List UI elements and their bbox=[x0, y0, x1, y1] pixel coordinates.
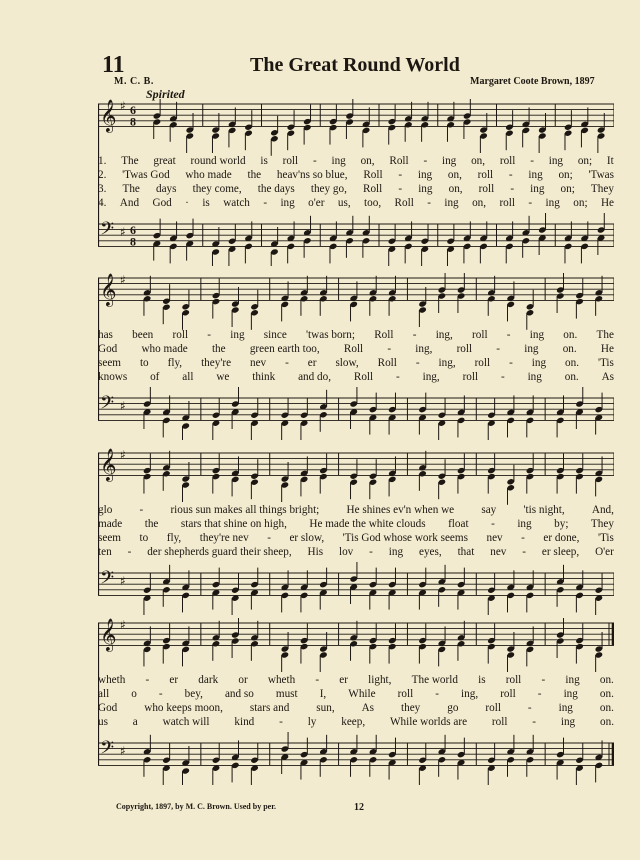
lyric-syllable: on, bbox=[471, 155, 486, 167]
lyric-syllable: ing bbox=[524, 343, 539, 355]
bass-clef-icon: 𝄢 bbox=[100, 393, 115, 418]
lyric-syllable: - bbox=[491, 518, 495, 530]
lyric-syllable: ten bbox=[98, 546, 112, 558]
lyrics-block bbox=[98, 673, 614, 729]
lyric-syllable: sun, bbox=[316, 702, 335, 714]
lyric-syllable: ly bbox=[307, 716, 317, 728]
lyric-syllable: 'Twas bbox=[588, 169, 614, 181]
music-system-4 bbox=[98, 615, 614, 785]
lyric-syllable: - bbox=[530, 155, 534, 167]
lyric-syllable: nev bbox=[490, 546, 507, 558]
lyric-line-verse-4 bbox=[98, 545, 614, 559]
lyric-syllable: While worlds are bbox=[390, 716, 468, 728]
lyric-syllable: on; bbox=[558, 169, 573, 181]
lyric-syllable: roll bbox=[478, 183, 495, 195]
lyric-line-verse-4 bbox=[98, 196, 614, 210]
lyric-syllable: stars that shine on high, bbox=[180, 518, 287, 530]
lyric-syllable: on. bbox=[562, 343, 577, 355]
lyric-syllable: The bbox=[122, 183, 140, 195]
lyric-syllable: seem bbox=[98, 357, 121, 369]
lyric-syllable: - bbox=[427, 197, 431, 209]
lyric-syllable: His bbox=[307, 546, 324, 558]
lyric-syllable: ing bbox=[517, 518, 532, 530]
lyric-syllable: to bbox=[139, 532, 149, 544]
lyric-syllable: - bbox=[312, 155, 317, 167]
lyric-syllable: roll bbox=[491, 716, 508, 728]
lyric-syllable: that bbox=[457, 546, 475, 558]
lyric-syllable: - bbox=[396, 371, 400, 383]
lyric-syllable: er bbox=[307, 357, 317, 369]
lyric-syllable: of bbox=[150, 371, 160, 383]
lyric-syllable: to bbox=[139, 357, 149, 369]
lyric-syllable: - bbox=[398, 183, 403, 195]
lyric-syllable: ing bbox=[565, 674, 580, 686]
lyric-syllable: round world bbox=[190, 155, 246, 167]
lyric-syllable: and so bbox=[224, 688, 254, 700]
lyric-syllable: roll bbox=[505, 674, 522, 686]
lyric-syllable: is bbox=[202, 197, 210, 209]
lyric-syllable: seem bbox=[98, 532, 121, 544]
lyric-syllable: on. bbox=[599, 688, 614, 700]
lyric-syllable: ing, bbox=[422, 371, 440, 383]
lyric-syllable: 'Tis bbox=[597, 532, 614, 544]
lyric-syllable: too, bbox=[364, 197, 382, 209]
lyric-syllable: O'er bbox=[595, 546, 614, 558]
lyric-syllable: been bbox=[132, 329, 154, 341]
lyric-syllable: think bbox=[252, 371, 276, 383]
lyric-syllable: - bbox=[423, 155, 428, 167]
lyric-syllable: a bbox=[132, 716, 138, 728]
lyric-syllable: ing bbox=[530, 183, 545, 195]
lyric-syllable: I, bbox=[319, 688, 327, 700]
lyric-syllable: - bbox=[522, 546, 527, 558]
time-signature-bottom: 8 bbox=[130, 234, 136, 249]
lyric-syllable: The world bbox=[411, 674, 458, 686]
time-signature-top: 6 bbox=[130, 223, 136, 237]
lyric-syllable: on. bbox=[600, 716, 614, 728]
lyric-syllable: - bbox=[521, 532, 525, 544]
lyric-syllable: ing bbox=[444, 197, 459, 209]
lyric-syllable: ing bbox=[560, 716, 576, 728]
lyric-syllable: fly, bbox=[167, 357, 183, 369]
lyric-syllable: Roll bbox=[377, 357, 397, 369]
lyric-syllable: float bbox=[448, 518, 469, 530]
lyric-syllable: roll bbox=[397, 688, 414, 700]
lyric-syllable: ing bbox=[388, 546, 404, 558]
sharp-icon: ♯ bbox=[120, 574, 126, 588]
lyric-syllable: glo bbox=[98, 504, 113, 516]
lyricist-credit: Margaret Coote Brown, 1897 bbox=[470, 76, 595, 87]
lyric-syllable: who made bbox=[185, 169, 232, 181]
lyric-syllable: - bbox=[415, 357, 420, 369]
lyric-syllable: Roll bbox=[343, 343, 364, 355]
lyric-syllable: They bbox=[590, 518, 614, 530]
sharp-icon: ♯ bbox=[120, 618, 126, 632]
lyric-syllable: who keeps moon, bbox=[144, 702, 223, 714]
lyric-syllable: ing, bbox=[435, 329, 453, 341]
lyric-syllable: on. bbox=[563, 329, 578, 341]
lyric-syllable: - bbox=[435, 688, 439, 700]
lyric-syllable: ing bbox=[528, 169, 543, 181]
lyric-syllable: ing, bbox=[415, 343, 433, 355]
lyric-syllable: rious sun makes all things bright; bbox=[170, 504, 320, 516]
lyric-syllable: has bbox=[98, 329, 113, 341]
lyric-syllable: They bbox=[590, 183, 614, 195]
treble-clef-icon: 𝄞 bbox=[100, 448, 117, 481]
lyric-syllable: say bbox=[481, 504, 497, 516]
lyric-syllable: He made the white clouds bbox=[309, 518, 426, 530]
lyric-syllable: And bbox=[119, 197, 140, 209]
lyric-syllable: As bbox=[361, 702, 375, 714]
lyric-syllable: all bbox=[98, 688, 110, 700]
lyrics-block bbox=[98, 503, 614, 559]
lyric-line-verse-2 bbox=[98, 517, 614, 531]
lyric-syllable: ing bbox=[548, 155, 564, 167]
lyric-line-verse-1 bbox=[98, 673, 614, 687]
lyric-syllable: by; bbox=[554, 518, 569, 530]
lyric-syllable: on. bbox=[599, 702, 614, 714]
lyric-syllable: go bbox=[447, 702, 459, 714]
bass-clef-icon: 𝄢 bbox=[100, 568, 115, 593]
lyric-syllable: stars and bbox=[249, 702, 290, 714]
lyric-syllable: er sleep, bbox=[541, 546, 580, 558]
lyric-line-verse-2 bbox=[98, 342, 614, 356]
lyric-syllable: made bbox=[98, 518, 123, 530]
lyric-syllable: we bbox=[216, 371, 230, 383]
lyric-syllable: 'Tis God whose work seems bbox=[342, 532, 468, 544]
lyric-syllable: bey, bbox=[184, 688, 203, 700]
lyric-syllable: us, bbox=[337, 197, 351, 209]
lyric-syllable: on; bbox=[573, 197, 588, 209]
lyric-syllable: - bbox=[207, 329, 212, 341]
lyric-syllable: dark bbox=[198, 674, 219, 686]
hymn-number: 11 bbox=[102, 52, 125, 78]
lyric-syllable: fly, bbox=[166, 532, 182, 544]
sharp-icon: ♯ bbox=[120, 99, 126, 113]
lyric-syllable: since bbox=[263, 329, 287, 341]
lyric-syllable: ing bbox=[441, 155, 457, 167]
lyric-syllable: who made bbox=[141, 343, 188, 355]
lyric-syllable: slow, bbox=[335, 357, 359, 369]
lyric-syllable: on. bbox=[564, 371, 579, 383]
lyric-syllable: keep, bbox=[341, 716, 366, 728]
bass-staff bbox=[98, 393, 614, 420]
sharp-icon: ♯ bbox=[120, 399, 126, 413]
lyric-line-verse-1 bbox=[98, 328, 614, 342]
lyric-syllable: heav'ns so blue, bbox=[276, 169, 348, 181]
lyric-line-verse-3 bbox=[98, 182, 614, 196]
lyric-syllable: lov bbox=[338, 546, 354, 558]
lyric-syllable: roll bbox=[499, 155, 516, 167]
lyric-syllable: days bbox=[155, 183, 177, 195]
lyrics-block bbox=[98, 154, 614, 210]
lyric-syllable: ing bbox=[531, 357, 547, 369]
lyric-syllable: watch bbox=[223, 197, 250, 209]
lyric-syllable: Roll bbox=[363, 169, 383, 181]
lyric-syllable: - bbox=[267, 532, 271, 544]
lyric-syllable: ing bbox=[545, 197, 560, 209]
lyric-syllable: - bbox=[127, 546, 132, 558]
lyric-syllable: ing, bbox=[438, 357, 456, 369]
lyric-syllable: roll bbox=[472, 329, 488, 341]
lyric-syllable: must bbox=[275, 688, 298, 700]
lyric-syllable: He bbox=[600, 343, 614, 355]
lyric-syllable: the bbox=[144, 518, 159, 530]
lyric-syllable: - bbox=[412, 329, 417, 341]
treble-staff bbox=[98, 618, 614, 652]
lyric-syllable: on; bbox=[560, 183, 575, 195]
lyric-syllable: - bbox=[528, 197, 533, 209]
lyric-syllable: nev bbox=[486, 532, 503, 544]
lyric-syllable: on. bbox=[599, 674, 614, 686]
page-number: 12 bbox=[354, 802, 364, 813]
music-system-2 bbox=[98, 270, 614, 440]
lyric-syllable: - bbox=[508, 169, 513, 181]
lyric-syllable: 'tis night, bbox=[523, 504, 565, 516]
lyric-syllable: - bbox=[139, 504, 144, 516]
lyric-syllable: - bbox=[509, 357, 513, 369]
lyric-syllable: It bbox=[606, 155, 614, 167]
lyrics-block bbox=[98, 328, 614, 384]
lyric-line-verse-4 bbox=[98, 370, 614, 384]
lyric-syllable: - bbox=[510, 183, 515, 195]
lyric-syllable: is bbox=[478, 674, 486, 686]
lyric-syllable: wheth bbox=[98, 674, 126, 686]
lyric-line-verse-1 bbox=[98, 154, 614, 168]
time-signature-bottom: 8 bbox=[130, 114, 136, 129]
lyric-syllable: on. bbox=[565, 357, 579, 369]
lyric-syllable: He shines ev'n when we bbox=[346, 504, 455, 516]
lyric-syllable: - bbox=[285, 357, 289, 369]
lyric-syllable: roll bbox=[462, 371, 479, 383]
lyric-syllable: - bbox=[398, 169, 403, 181]
treble-clef-icon: 𝄞 bbox=[100, 273, 117, 306]
lyric-syllable: roll bbox=[499, 197, 515, 209]
lyric-syllable: - bbox=[145, 674, 150, 686]
lyric-syllable: ing bbox=[558, 702, 573, 714]
lyric-syllable: wheth bbox=[267, 674, 296, 686]
lyric-syllable: roll bbox=[500, 688, 516, 700]
lyric-syllable: roll bbox=[477, 169, 494, 181]
lyric-syllable: ing bbox=[529, 329, 545, 341]
lyric-syllable: eyes, bbox=[418, 546, 442, 558]
lyric-syllable: - bbox=[263, 197, 268, 209]
lyric-syllable: ing bbox=[331, 155, 346, 167]
lyric-syllable: 'Twas God bbox=[122, 169, 170, 181]
lyric-syllable: er slow, bbox=[289, 532, 325, 544]
lyric-syllable: God bbox=[98, 702, 118, 714]
lyric-syllable: ing bbox=[527, 371, 542, 383]
lyric-syllable: - bbox=[537, 688, 542, 700]
lyric-syllable: on; bbox=[577, 155, 593, 167]
lyric-line-verse-2 bbox=[98, 687, 614, 701]
lyric-syllable: ing bbox=[417, 169, 433, 181]
lyric-syllable: roll bbox=[456, 343, 473, 355]
lyric-syllable: ing bbox=[230, 329, 245, 341]
lyric-syllable: light, bbox=[368, 674, 392, 686]
lyric-syllable: they're bbox=[201, 357, 232, 369]
lyric-syllable: - bbox=[496, 343, 501, 355]
lyric-syllable: roll bbox=[485, 702, 501, 714]
lyric-syllable: ing bbox=[563, 688, 578, 700]
lyric-syllable: Roll bbox=[353, 371, 374, 383]
bass-clef-icon: 𝄢 bbox=[100, 738, 115, 763]
sharp-icon: ♯ bbox=[120, 273, 126, 287]
lyric-syllable: 'twas born; bbox=[306, 329, 355, 341]
lyric-syllable: Roll bbox=[394, 197, 414, 209]
treble-staff bbox=[98, 273, 614, 307]
lyric-syllable: great bbox=[153, 155, 176, 167]
lyric-syllable: they bbox=[401, 702, 421, 714]
lyric-syllable: er bbox=[169, 674, 179, 686]
lyric-syllable: Roll bbox=[374, 329, 394, 341]
lyric-syllable: 2. bbox=[98, 169, 107, 181]
music-system-1 bbox=[98, 96, 614, 266]
treble-clef-icon: 𝄞 bbox=[100, 618, 117, 651]
lyric-syllable: er bbox=[339, 674, 348, 686]
lyric-syllable: And, bbox=[591, 504, 614, 516]
lyric-syllable: kind bbox=[234, 716, 255, 728]
sharp-icon: ♯ bbox=[120, 448, 126, 462]
lyric-syllable: nev bbox=[249, 357, 267, 369]
lyric-syllable: or bbox=[238, 674, 248, 686]
lyric-syllable: they're nev bbox=[199, 532, 249, 544]
lyric-syllable: all bbox=[182, 371, 194, 383]
lyric-syllable: 3. bbox=[98, 183, 107, 195]
treble-clef-icon: 𝄞 bbox=[100, 99, 117, 132]
treble-staff bbox=[98, 99, 614, 133]
lyric-syllable: While bbox=[348, 688, 376, 700]
lyric-syllable: The bbox=[121, 155, 139, 167]
bass-clef-icon: 𝄢 bbox=[100, 219, 115, 244]
lyric-syllable: they go, bbox=[310, 183, 347, 195]
lyric-syllable: ing bbox=[418, 183, 433, 195]
lyric-syllable: ing bbox=[280, 197, 295, 209]
lyric-syllable: watch will bbox=[162, 716, 210, 728]
lyric-line-verse-3 bbox=[98, 356, 614, 370]
sharp-icon: ♯ bbox=[120, 744, 126, 758]
music-system-3 bbox=[98, 445, 614, 615]
lyric-syllable: - bbox=[315, 674, 320, 686]
hymn-title: The Great Round World bbox=[250, 54, 460, 76]
lyric-syllable: God bbox=[152, 197, 172, 209]
lyric-syllable: · bbox=[185, 197, 189, 209]
lyric-syllable: - bbox=[532, 716, 537, 728]
time-signature-top: 6 bbox=[130, 103, 136, 117]
lyric-syllable: on, bbox=[447, 169, 462, 181]
lyric-syllable: er done, bbox=[543, 532, 580, 544]
lyric-line-verse-2 bbox=[98, 168, 614, 182]
lyric-line-verse-3 bbox=[98, 531, 614, 545]
lyric-syllable: - bbox=[158, 688, 163, 700]
lyric-syllable: green earth too, bbox=[249, 343, 320, 355]
lyric-syllable: roll bbox=[282, 155, 299, 167]
lyric-syllable: the days bbox=[257, 183, 295, 195]
tempo-marking: Spirited bbox=[146, 87, 185, 101]
lyric-syllable: knows bbox=[98, 371, 128, 383]
bass-staff bbox=[98, 219, 614, 246]
lyric-syllable: - bbox=[541, 674, 546, 686]
lyric-syllable: - bbox=[387, 343, 392, 355]
lyric-line-verse-4 bbox=[98, 715, 614, 729]
sharp-icon: ♯ bbox=[120, 225, 126, 239]
lyric-syllable: o bbox=[131, 688, 137, 700]
lyric-syllable: - bbox=[506, 329, 511, 341]
lyric-syllable: 1. bbox=[98, 155, 107, 167]
lyric-syllable: roll bbox=[172, 329, 189, 341]
composer-initials: M. C. B. bbox=[114, 76, 154, 87]
lyric-syllable: 4. bbox=[98, 197, 107, 209]
bass-staff bbox=[98, 568, 614, 595]
lyric-syllable: - bbox=[527, 702, 532, 714]
lyric-syllable: - bbox=[279, 716, 283, 728]
lyric-syllable: us bbox=[98, 716, 108, 728]
lyric-syllable: He bbox=[600, 197, 614, 209]
lyric-syllable: on, bbox=[360, 155, 375, 167]
lyric-syllable: - bbox=[500, 371, 505, 383]
lyric-syllable: on, bbox=[448, 183, 463, 195]
lyric-syllable: ing, bbox=[461, 688, 479, 700]
copyright-notice: Copyright, 1897, by M. C. Brown. Used by per. bbox=[116, 802, 277, 811]
lyric-syllable: o'er bbox=[308, 197, 325, 209]
lyric-syllable: God bbox=[98, 343, 118, 355]
lyric-syllable: roll bbox=[474, 357, 491, 369]
lyric-syllable: - bbox=[369, 546, 373, 558]
lyric-line-verse-3 bbox=[98, 701, 614, 715]
lyric-syllable: Roll bbox=[389, 155, 409, 167]
lyric-syllable: As bbox=[601, 371, 614, 383]
lyric-syllable: on, bbox=[472, 197, 487, 209]
lyric-syllable: the bbox=[247, 169, 262, 181]
lyric-syllable: Roll bbox=[363, 183, 383, 195]
lyric-syllable: 'Tis bbox=[597, 357, 614, 369]
lyric-syllable: der shepherds guard their sheep, bbox=[147, 546, 292, 558]
lyric-syllable: they come, bbox=[192, 183, 242, 195]
lyric-syllable: is bbox=[260, 155, 268, 167]
lyric-syllable: the bbox=[211, 343, 226, 355]
lyric-syllable: The bbox=[596, 329, 614, 341]
lyric-syllable: and do, bbox=[298, 371, 332, 383]
lyric-line-verse-1 bbox=[98, 503, 614, 517]
